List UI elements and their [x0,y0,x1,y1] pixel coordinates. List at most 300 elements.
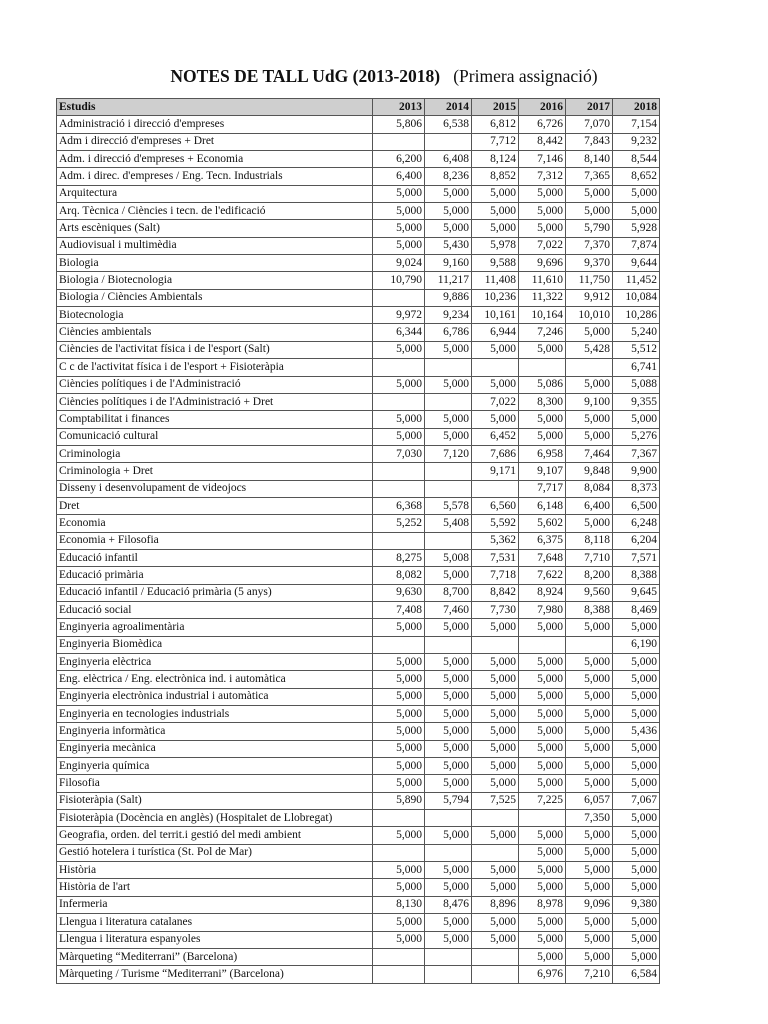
grade-cell-2018: 5,000 [613,758,660,775]
grade-cell-2014: 5,578 [425,497,472,514]
table-row [57,532,660,549]
study-name-cell: Biotecnologia [57,307,373,324]
grade-cell-2016 [519,636,566,653]
study-name-cell: Criminologia [57,445,373,462]
grade-cell-2015: 8,896 [472,896,519,913]
grade-cell-2015: 5,000 [472,706,519,723]
grade-cell-2016: 6,958 [519,445,566,462]
grade-cell-2017: 5,000 [566,654,613,671]
table-row [57,411,660,428]
grade-cell-2014 [425,948,472,965]
table-row [57,376,660,393]
table-row [57,636,660,653]
study-name-cell: Fisioteràpia (Salt) [57,792,373,809]
grade-cell-2018: 5,240 [613,324,660,341]
grade-cell-2017: 7,365 [566,168,613,185]
grade-cell-2013: 5,806 [373,116,425,133]
grade-cell-2017: 5,000 [566,827,613,844]
grade-cell-2013: 5,000 [373,862,425,879]
table-row [57,948,660,965]
study-name-cell: Ciències de l'activitat física i de l'esport (Salt) [57,341,373,358]
grade-cell-2016: 6,726 [519,116,566,133]
grade-cell-2013: 5,000 [373,740,425,757]
grade-cell-2015 [472,810,519,827]
grade-cell-2016: 5,000 [519,688,566,705]
grade-cell-2016: 5,000 [519,341,566,358]
grade-cell-2017: 7,843 [566,133,613,150]
grade-cell-2016: 6,976 [519,966,566,983]
grade-cell-2016: 5,086 [519,376,566,393]
grade-cell-2014 [425,810,472,827]
study-name-cell: Ciències ambientals [57,324,373,341]
grade-cell-2017: 7,464 [566,445,613,462]
grade-cell-2017: 9,912 [566,289,613,306]
page-title [0,66,768,87]
grade-cell-2017: 5,000 [566,411,613,428]
grade-cell-2014: 5,000 [425,914,472,931]
grade-cell-2017: 7,370 [566,237,613,254]
grade-cell-2013 [373,844,425,861]
grade-cell-2016: 5,000 [519,185,566,202]
grade-cell-2018: 5,088 [613,376,660,393]
grade-cell-2014: 5,000 [425,428,472,445]
grade-cell-2017: 9,096 [566,896,613,913]
grade-cell-2017: 6,057 [566,792,613,809]
grade-cell-2015: 5,000 [472,775,519,792]
table-row [57,966,660,983]
grade-cell-2016: 9,107 [519,463,566,480]
grade-cell-2015: 10,236 [472,289,519,306]
grade-cell-2018: 5,276 [613,428,660,445]
table-row [57,723,660,740]
grade-cell-2014: 7,460 [425,601,472,618]
grade-cell-2018: 7,154 [613,116,660,133]
grade-cell-2018: 5,000 [613,688,660,705]
grade-cell-2015: 5,000 [472,619,519,636]
study-name-cell: Eng. elèctrica / Eng. electrònica ind. i automàtica [57,671,373,688]
study-name-cell: Llengua i literatura catalanes [57,914,373,931]
grade-cell-2013: 6,344 [373,324,425,341]
grade-cell-2018: 5,000 [613,185,660,202]
grade-cell-2016: 5,000 [519,740,566,757]
grade-cell-2017: 7,710 [566,549,613,566]
grade-cell-2013: 5,000 [373,203,425,220]
grade-cell-2013 [373,480,425,497]
grade-cell-2014: 5,000 [425,740,472,757]
grade-cell-2018: 5,000 [613,914,660,931]
table-row [57,671,660,688]
grade-cell-2013: 5,000 [373,220,425,237]
study-name-cell: Comptabilitat i finances [57,411,373,428]
table-row [57,931,660,948]
grade-cell-2015: 9,171 [472,463,519,480]
grade-cell-2018: 6,190 [613,636,660,653]
study-name-cell: Economia [57,515,373,532]
grade-cell-2013: 9,024 [373,255,425,272]
grade-cell-2014 [425,480,472,497]
grade-cell-2018: 9,644 [613,255,660,272]
table-row [57,272,660,289]
study-name-cell: Biologia / Biotecnologia [57,272,373,289]
grade-cell-2015: 11,408 [472,272,519,289]
grade-cell-2013 [373,532,425,549]
grade-cell-2014: 5,000 [425,185,472,202]
grade-cell-2014: 7,120 [425,445,472,462]
grade-cell-2018: 5,000 [613,862,660,879]
grade-cell-2013 [373,359,425,376]
grade-cell-2013: 6,200 [373,151,425,168]
study-name-cell: Educació infantil / Educació primària (5 anys) [57,584,373,601]
grade-cell-2015: 5,000 [472,862,519,879]
grade-cell-2014: 9,234 [425,307,472,324]
grade-cell-2014: 5,000 [425,654,472,671]
study-name-cell: Enginyeria electrònica industrial i automàtica [57,688,373,705]
grade-cell-2018: 6,204 [613,532,660,549]
grade-cell-2015: 5,362 [472,532,519,549]
grade-cell-2018: 9,232 [613,133,660,150]
grade-cell-2013: 5,252 [373,515,425,532]
grade-cell-2017: 5,000 [566,740,613,757]
grade-cell-2015 [472,844,519,861]
study-name-cell: Infermeria [57,896,373,913]
study-name-cell: Dret [57,497,373,514]
grade-cell-2017: 8,200 [566,567,613,584]
study-name-cell: Comunicació cultural [57,428,373,445]
table-row [57,827,660,844]
grade-cell-2013: 5,000 [373,688,425,705]
grade-cell-2018: 5,000 [613,671,660,688]
table-row [57,220,660,237]
grade-cell-2016: 5,000 [519,862,566,879]
grade-cell-2013 [373,289,425,306]
grade-cell-2017: 7,350 [566,810,613,827]
grade-cell-2016: 7,717 [519,480,566,497]
grade-cell-2016: 6,375 [519,532,566,549]
study-name-cell: Ciències polítiques i de l'Administració + Dret [57,393,373,410]
grade-cell-2018: 5,000 [613,844,660,861]
grade-cell-2013 [373,948,425,965]
grade-cell-2018: 8,388 [613,567,660,584]
grade-cell-2017: 5,000 [566,185,613,202]
grade-cell-2014: 5,000 [425,723,472,740]
grade-cell-2016: 5,602 [519,515,566,532]
study-name-cell: Gestió hotelera i turística (St. Pol de Mar) [57,844,373,861]
grade-cell-2018: 11,452 [613,272,660,289]
grade-cell-2015: 7,022 [472,393,519,410]
grade-cell-2017 [566,636,613,653]
grade-cell-2018: 10,084 [613,289,660,306]
study-name-cell: Enginyeria mecànica [57,740,373,757]
grade-cell-2015 [472,480,519,497]
grade-cell-2018: 5,512 [613,341,660,358]
grade-cell-2017: 5,000 [566,376,613,393]
grade-cell-2014 [425,966,472,983]
table-row [57,775,660,792]
grade-cell-2016 [519,810,566,827]
grade-cell-2014: 6,786 [425,324,472,341]
table-row [57,567,660,584]
grade-cell-2016: 8,442 [519,133,566,150]
grade-cell-2014: 5,000 [425,758,472,775]
study-name-cell: Audiovisual i multimèdia [57,237,373,254]
study-name-cell: Biologia [57,255,373,272]
grade-cell-2018: 8,652 [613,168,660,185]
grade-cell-2017: 8,140 [566,151,613,168]
grade-cell-2018: 5,000 [613,879,660,896]
study-name-cell: Arquitectura [57,185,373,202]
study-name-cell: Educació social [57,601,373,618]
table-row [57,896,660,913]
grade-cell-2015: 7,718 [472,567,519,584]
grade-cell-2014: 5,000 [425,862,472,879]
grade-cell-2014: 5,000 [425,827,472,844]
grade-cell-2017: 7,070 [566,116,613,133]
table-row [57,151,660,168]
study-name-cell: Adm i direcció d'empreses + Dret [57,133,373,150]
table-row [57,116,660,133]
grade-cell-2017: 5,000 [566,914,613,931]
grade-cell-2015: 5,978 [472,237,519,254]
grade-cell-2017: 6,400 [566,497,613,514]
grade-cell-2015 [472,948,519,965]
grade-cell-2014: 8,476 [425,896,472,913]
grade-cell-2014 [425,359,472,376]
grade-cell-2017: 9,100 [566,393,613,410]
grade-cell-2016: 5,000 [519,220,566,237]
grade-cell-2016: 7,980 [519,601,566,618]
grade-cell-2013: 5,000 [373,654,425,671]
grade-cell-2013 [373,966,425,983]
study-name-cell: Disseny i desenvolupament de videojocs [57,480,373,497]
grade-cell-2017: 5,000 [566,948,613,965]
study-name-cell: Adm. i direc. d'empreses / Eng. Tecn. Industrials [57,168,373,185]
grade-cell-2016: 11,610 [519,272,566,289]
header-year-2016: 2016 [519,99,566,116]
grade-cell-2014: 6,538 [425,116,472,133]
grade-cell-2015: 6,452 [472,428,519,445]
table-row [57,359,660,376]
grade-cell-2017: 5,000 [566,862,613,879]
grade-cell-2015: 5,000 [472,411,519,428]
grade-cell-2013: 5,000 [373,185,425,202]
grade-cell-2017 [566,359,613,376]
grade-cell-2018: 7,571 [613,549,660,566]
grade-cell-2016: 10,164 [519,307,566,324]
grade-cell-2018: 9,900 [613,463,660,480]
study-name-cell: Llengua i literatura espanyoles [57,931,373,948]
grade-cell-2014: 8,236 [425,168,472,185]
grade-cell-2017: 7,210 [566,966,613,983]
study-name-cell: Màrqueting / Turisme “Mediterrani” (Barcelona) [57,966,373,983]
grade-cell-2015: 7,712 [472,133,519,150]
table-row [57,914,660,931]
grade-cell-2018: 5,000 [613,619,660,636]
grade-cell-2018: 6,248 [613,515,660,532]
study-name-cell: Educació infantil [57,549,373,566]
study-name-cell: Enginyeria química [57,758,373,775]
grade-cell-2014: 5,794 [425,792,472,809]
grade-cell-2018: 5,436 [613,723,660,740]
study-name-cell: Enginyeria Biomèdica [57,636,373,653]
table-row [57,688,660,705]
grade-cell-2015 [472,966,519,983]
grade-cell-2016: 5,000 [519,827,566,844]
grade-cell-2017: 5,000 [566,775,613,792]
grade-cell-2015: 5,000 [472,723,519,740]
table-row [57,255,660,272]
grade-cell-2016: 7,022 [519,237,566,254]
grade-cell-2018: 5,928 [613,220,660,237]
grade-cell-2014: 5,008 [425,549,472,566]
study-name-cell: Biologia / Ciències Ambientals [57,289,373,306]
grade-cell-2013 [373,133,425,150]
header-studies: Estudis [57,99,373,116]
table-row [57,584,660,601]
study-name-cell: Història de l'art [57,879,373,896]
grade-cell-2013: 5,000 [373,428,425,445]
title-main: NOTES DE TALL UdG (2013-2018) [170,66,441,86]
grade-cell-2018: 9,645 [613,584,660,601]
table-row [57,324,660,341]
grade-cell-2017: 5,000 [566,671,613,688]
table-row [57,428,660,445]
grade-cell-2018: 6,741 [613,359,660,376]
grade-cell-2017: 5,000 [566,723,613,740]
grade-cell-2015: 6,560 [472,497,519,514]
grade-cell-2013: 5,000 [373,341,425,358]
study-name-cell: Filosofia [57,775,373,792]
study-name-cell: Educació primària [57,567,373,584]
grade-cell-2015: 10,161 [472,307,519,324]
grade-cell-2015: 5,000 [472,376,519,393]
grade-cell-2014: 5,000 [425,671,472,688]
study-name-cell: Arts escèniques (Salt) [57,220,373,237]
grade-cell-2016: 9,696 [519,255,566,272]
grade-cell-2013: 8,082 [373,567,425,584]
grade-cell-2014: 5,000 [425,619,472,636]
study-name-cell: Màrqueting “Mediterrani” (Barcelona) [57,948,373,965]
grade-cell-2017: 11,750 [566,272,613,289]
grade-cell-2015 [472,636,519,653]
grade-cell-2014: 5,000 [425,341,472,358]
grade-cell-2017: 9,560 [566,584,613,601]
grade-cell-2016: 7,312 [519,168,566,185]
table-row [57,497,660,514]
grade-cell-2017: 5,000 [566,324,613,341]
header-year-2018: 2018 [613,99,660,116]
grade-cell-2016: 5,000 [519,914,566,931]
grade-cell-2013: 5,000 [373,376,425,393]
grade-cell-2014: 5,408 [425,515,472,532]
table-row [57,393,660,410]
grade-cell-2017: 5,000 [566,428,613,445]
grade-cell-2013: 6,368 [373,497,425,514]
table-row [57,879,660,896]
grade-cell-2016: 8,300 [519,393,566,410]
grade-cell-2015: 5,000 [472,341,519,358]
grade-cell-2013: 10,790 [373,272,425,289]
grade-cell-2013: 9,972 [373,307,425,324]
grade-cell-2018: 5,000 [613,948,660,965]
grade-cell-2014: 6,408 [425,151,472,168]
grade-cell-2017: 5,428 [566,341,613,358]
grade-cell-2013: 7,408 [373,601,425,618]
grade-cell-2015: 8,124 [472,151,519,168]
grade-cell-2014: 11,217 [425,272,472,289]
grade-cell-2017: 5,000 [566,688,613,705]
grade-cell-2016: 5,000 [519,706,566,723]
grade-cell-2018: 7,367 [613,445,660,462]
header-year-2015: 2015 [472,99,519,116]
grade-cell-2017: 5,000 [566,879,613,896]
table-row [57,515,660,532]
grade-cell-2016: 11,322 [519,289,566,306]
study-name-cell: C c de l'activitat física i de l'esport + Fisioteràpia [57,359,373,376]
grade-cell-2015: 7,531 [472,549,519,566]
grade-cell-2015: 5,000 [472,931,519,948]
grade-cell-2015: 5,000 [472,827,519,844]
study-name-cell: Administració i direcció d'empreses [57,116,373,133]
grade-cell-2013 [373,393,425,410]
grade-cell-2015: 5,000 [472,914,519,931]
grade-cell-2015: 5,000 [472,688,519,705]
grade-cell-2015: 5,000 [472,879,519,896]
study-name-cell: Adm. i direcció d'empreses + Economia [57,151,373,168]
grade-cell-2014 [425,463,472,480]
grade-cell-2017: 5,000 [566,844,613,861]
grade-cell-2014: 9,886 [425,289,472,306]
study-name-cell: Ciències polítiques i de l'Administració [57,376,373,393]
grade-cell-2018: 10,286 [613,307,660,324]
grade-cell-2014: 5,000 [425,775,472,792]
grade-cell-2015: 5,000 [472,671,519,688]
grade-cell-2014 [425,844,472,861]
grade-cell-2016: 5,000 [519,931,566,948]
grade-cell-2017: 5,790 [566,220,613,237]
grade-cell-2015: 6,944 [472,324,519,341]
grade-cell-2018: 7,874 [613,237,660,254]
grade-cell-2015: 5,000 [472,740,519,757]
table-row [57,601,660,618]
grade-cell-2017: 5,000 [566,706,613,723]
table-header-row [57,99,660,116]
grade-cell-2018: 5,000 [613,740,660,757]
grade-cell-2013: 5,000 [373,706,425,723]
study-name-cell: Arq. Tècnica / Ciències i tecn. de l'edificació [57,203,373,220]
grade-cell-2014: 5,000 [425,411,472,428]
table-row [57,654,660,671]
grade-cell-2016: 7,246 [519,324,566,341]
grade-cell-2013: 5,000 [373,619,425,636]
table-row [57,480,660,497]
study-name-cell: Geografia, orden. del territ.i gestió del medi ambient [57,827,373,844]
grade-cell-2016: 8,924 [519,584,566,601]
grade-cell-2015: 7,525 [472,792,519,809]
grade-cell-2015: 6,812 [472,116,519,133]
grade-cell-2016: 5,000 [519,654,566,671]
grade-cell-2018: 8,469 [613,601,660,618]
grade-cell-2017: 5,000 [566,758,613,775]
study-name-cell: Criminologia + Dret [57,463,373,480]
grade-cell-2014: 5,000 [425,688,472,705]
grade-cell-2016: 5,000 [519,619,566,636]
grade-cell-2013: 5,000 [373,827,425,844]
grade-cell-2018: 6,500 [613,497,660,514]
grade-cell-2016 [519,359,566,376]
grade-cell-2013: 5,000 [373,914,425,931]
grade-cell-2017: 5,000 [566,619,613,636]
grade-cell-2015: 7,730 [472,601,519,618]
